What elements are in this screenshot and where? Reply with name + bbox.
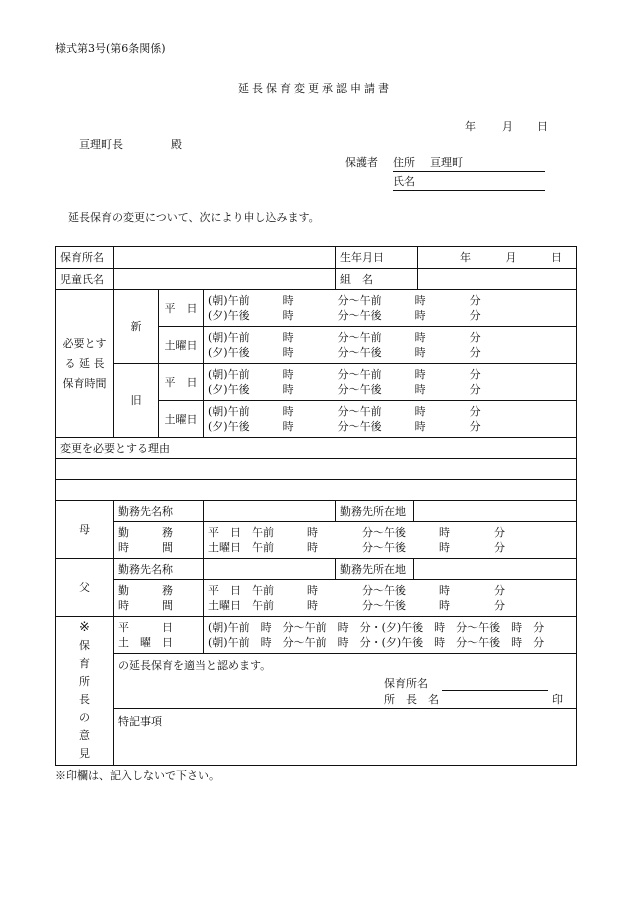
father-workplace-name-input[interactable] [204, 559, 336, 580]
mother-workplace-name-input[interactable] [204, 501, 336, 522]
father-workplace-address-input[interactable] [414, 559, 577, 580]
date-month: 月 [502, 120, 513, 133]
mother-workplace-address-label: 勤務先所在地 [336, 501, 414, 522]
old-weekday-times[interactable]: (朝)午前 時 分～午前 時 分 (夕)午後 時 分～午後 時 分 [204, 364, 577, 401]
mother-workplace-name-label: 勤務先名称 [114, 501, 204, 522]
director-mark: ※ [79, 620, 90, 635]
nursery-label: 保育所名 [56, 247, 114, 269]
date-day: 日 [537, 120, 548, 133]
class-input[interactable] [418, 269, 577, 290]
address-underline [393, 171, 545, 172]
old-saturday-times[interactable]: (朝)午前 時 分～午前 時 分 (夕)午後 時 分～午後 時 分 [204, 401, 577, 438]
name-label: 氏名 [393, 175, 415, 188]
reason-label: 変更を必要とする理由 [56, 438, 577, 459]
old-weekday-label: 平 日 [159, 364, 204, 401]
reason-line-2[interactable] [56, 480, 577, 501]
dob-input[interactable]: 年 月 日 [418, 247, 577, 269]
approval-cell [114, 654, 577, 709]
footnote: ※印欄は、記入しないで下さい。 [55, 769, 220, 782]
approval-nursery-label: 保育所名 [384, 677, 428, 690]
child-input[interactable] [114, 269, 336, 290]
form-number: 様式第3号(第6条関係) [55, 42, 166, 55]
director-times[interactable]: (朝)午前 時 分～午前 時 分・(夕)午後 時 分～午後 時 分 (朝)午前 時 分～午前 時 分・(夕)午後 時 分～午後 時 分 [204, 617, 577, 654]
address-value: 亘理町 [430, 156, 463, 169]
applicant-role: 保護者 [345, 156, 378, 169]
addressee-name: 亘理町長 [79, 138, 123, 151]
director-opinion-label: ※ 保 育 所 長 の 意 見 [56, 617, 114, 766]
needed-time-label: 必要とす る 延 長 保育時間 [56, 290, 114, 438]
child-label: 児童氏名 [56, 269, 114, 290]
mother-work-hours-label: 勤 務 時 間 [114, 522, 204, 559]
new-weekday-label: 平 日 [159, 290, 204, 327]
nursery-input[interactable] [114, 247, 336, 269]
seal-label: 印 [552, 693, 563, 706]
new-label: 新 [114, 290, 159, 364]
mother-label: 母 [56, 501, 114, 559]
father-workplace-address-label: 勤務先所在地 [336, 559, 414, 580]
new-saturday-times[interactable]: (朝)午前 時 分～午前 時 分 (夕)午後 時 分～午後 時 分 [204, 327, 577, 364]
father-label: 父 [56, 559, 114, 617]
address-label: 住所 [393, 156, 415, 169]
special-notes-cell[interactable] [114, 709, 577, 766]
form-title: 延長保育変更承認申請書 [238, 82, 392, 95]
intro-text: 延長保育の変更について、次により申し込みます。 [68, 211, 320, 224]
father-workplace-name-label: 勤務先名称 [114, 559, 204, 580]
new-weekday-times[interactable]: (朝)午前 時 分～午前 時 分 (夕)午後 時 分～午後 時 分 [204, 290, 577, 327]
reason-line-1[interactable] [56, 459, 577, 480]
class-label: 組 名 [336, 269, 418, 290]
addressee-honorific: 殿 [171, 138, 182, 151]
old-label: 旧 [114, 364, 159, 438]
dob-label: 生年月日 [336, 247, 418, 269]
application-table [55, 246, 577, 766]
mother-workplace-address-input[interactable] [414, 501, 577, 522]
director-day-labels: 平 日 土 曜 日 [114, 617, 204, 654]
old-saturday-label: 土曜日 [159, 401, 204, 438]
date-year: 年 [465, 120, 476, 133]
father-work-hours-input[interactable]: 平 日 午前 時 分～午後 時 分 土曜日 午前 時 分～午後 時 分 [204, 580, 577, 617]
father-work-hours-label: 勤 務 時 間 [114, 580, 204, 617]
new-saturday-label: 土曜日 [159, 327, 204, 364]
approval-text: の延長保育を適当と認めます。 [118, 659, 272, 672]
special-notes-label: 特記事項 [118, 715, 162, 728]
name-underline [393, 190, 545, 191]
approval-director-label: 所 長 名 [384, 693, 439, 706]
approval-nursery-line[interactable] [442, 676, 548, 691]
mother-work-hours-input[interactable]: 平 日 午前 時 分～午後 時 分 土曜日 午前 時 分～午後 時 分 [204, 522, 577, 559]
